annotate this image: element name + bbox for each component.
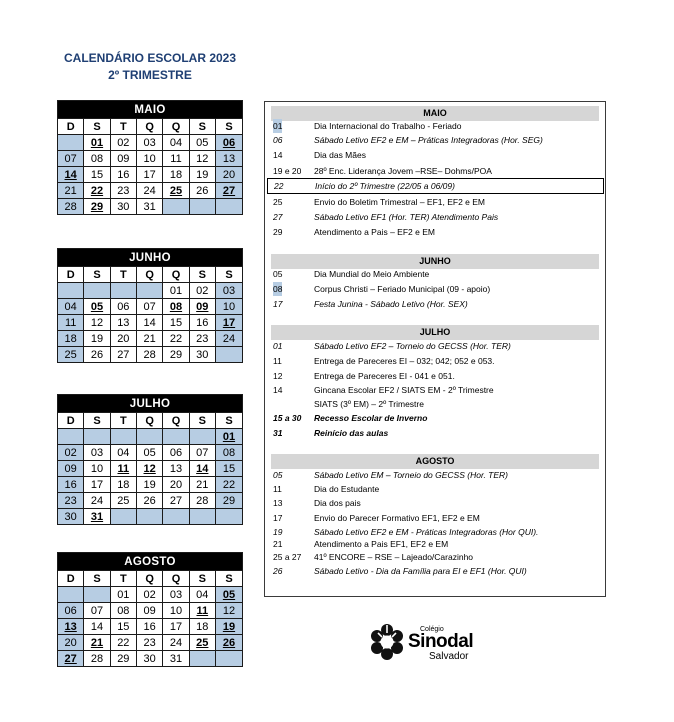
day-cell: 24 xyxy=(84,493,110,509)
day-cell: 13 xyxy=(163,461,189,477)
day-cell: 11 xyxy=(189,603,215,619)
event-date: 05 xyxy=(273,470,283,480)
day-cell: 27 xyxy=(163,493,189,509)
day-cell: 03 xyxy=(84,445,110,461)
day-cell: 07 xyxy=(84,603,110,619)
day-cell: 18 xyxy=(189,619,215,635)
empty-cell xyxy=(58,587,84,603)
weekday-header: S xyxy=(189,571,215,587)
event-date: 15 a 30 xyxy=(273,413,302,423)
event-row xyxy=(265,537,605,551)
empty-cell xyxy=(215,199,242,215)
day-cell: 28 xyxy=(84,651,110,667)
day-cell: 19 xyxy=(136,477,162,493)
day-cell: 02 xyxy=(110,135,136,151)
day-cell: 30 xyxy=(136,651,162,667)
event-text: 41º ENCORE – RSE – Lajeado/Carazinho xyxy=(314,552,474,562)
day-cell: 30 xyxy=(58,509,84,525)
logo-subtitle: Salvador xyxy=(429,651,469,662)
empty-cell xyxy=(163,429,189,445)
weekday-header: S xyxy=(215,413,242,429)
weekday-header: S xyxy=(84,119,110,135)
day-cell: 21 xyxy=(58,183,84,199)
day-cell: 07 xyxy=(189,445,215,461)
event-text: 28º Enc. Liderança Jovem –RSE– Dohms/POA xyxy=(314,166,492,176)
event-text: Festa Junina - Sábado Letivo (Hor. SEX) xyxy=(314,299,468,309)
day-cell: 24 xyxy=(136,183,162,199)
day-cell: 28 xyxy=(58,199,84,215)
event-row xyxy=(265,148,605,162)
weekday-header: Q xyxy=(163,413,189,429)
event-row xyxy=(267,178,604,194)
event-text: Entrega de Pareceres EI – 032; 042; 052 e 053. xyxy=(314,356,495,366)
day-cell: 07 xyxy=(58,151,84,167)
event-date: 27 xyxy=(273,212,283,222)
weekday-header: S xyxy=(84,413,110,429)
event-date: 19 e 20 xyxy=(273,166,302,176)
event-text: Recesso Escolar de Inverno xyxy=(314,413,428,423)
day-cell: 24 xyxy=(163,635,189,651)
empty-cell xyxy=(189,199,215,215)
event-row xyxy=(265,411,605,425)
day-cell: 03 xyxy=(215,283,242,299)
event-text: Sábado Letivo - Dia da Família para EI e EF1 (Hor. QUI) xyxy=(314,566,527,576)
event-text: Dia Mundial do Meio Ambiente xyxy=(314,269,430,279)
day-cell: 04 xyxy=(110,445,136,461)
day-cell: 25 xyxy=(110,493,136,509)
day-cell: 15 xyxy=(110,619,136,635)
day-cell: 03 xyxy=(163,587,189,603)
empty-cell xyxy=(58,283,84,299)
event-date: 29 xyxy=(273,227,283,237)
day-cell: 20 xyxy=(163,477,189,493)
day-cell: 19 xyxy=(84,331,110,347)
day-cell: 31 xyxy=(84,509,110,525)
empty-cell xyxy=(84,283,110,299)
day-cell: 13 xyxy=(110,315,136,331)
event-text: Corpus Christi – Feriado Municipal (09 - apoio) xyxy=(314,284,491,294)
day-cell: 06 xyxy=(215,135,242,151)
empty-cell xyxy=(110,429,136,445)
day-cell: 08 xyxy=(110,603,136,619)
day-cell: 04 xyxy=(189,587,215,603)
empty-cell xyxy=(110,509,136,525)
event-date: 31 xyxy=(273,428,283,438)
event-month-header: AGOSTO xyxy=(271,454,599,469)
day-cell: 03 xyxy=(136,135,162,151)
event-row xyxy=(265,426,605,440)
event-text: Sábado Letivo EM – Torneio do GECSS (Hor. TER) xyxy=(314,470,509,480)
event-date: 11 xyxy=(273,356,282,366)
event-text: Gincana Escolar EF2 / SIATS EM - 2º Trimestre xyxy=(314,385,494,395)
day-cell: 01 xyxy=(110,587,136,603)
day-cell: 09 xyxy=(189,299,215,315)
event-row xyxy=(265,297,605,311)
day-cell: 12 xyxy=(84,315,110,331)
weekday-header: S xyxy=(189,267,215,283)
day-cell: 11 xyxy=(163,151,189,167)
event-row xyxy=(265,282,605,296)
day-cell: 21 xyxy=(189,477,215,493)
day-cell: 26 xyxy=(136,493,162,509)
event-row xyxy=(265,267,605,281)
day-cell: 18 xyxy=(58,331,84,347)
event-date: 19 xyxy=(273,527,283,537)
document-subtitle: 2º TRIMESTRE xyxy=(108,68,192,82)
day-cell: 13 xyxy=(215,151,242,167)
event-date: 11 xyxy=(273,484,282,494)
day-cell: 07 xyxy=(136,299,162,315)
day-cell: 12 xyxy=(215,603,242,619)
day-cell: 06 xyxy=(110,299,136,315)
event-text: Início do 2º Trimestre (22/05 a 06/09) xyxy=(315,181,455,191)
event-text: Atendimento a Pais – EF2 e EM xyxy=(314,227,435,237)
day-cell: 06 xyxy=(58,603,84,619)
day-cell: 29 xyxy=(84,199,110,215)
day-cell: 13 xyxy=(58,619,84,635)
logo-small-text: Colégio xyxy=(420,626,444,633)
empty-cell xyxy=(189,429,215,445)
weekday-header: S xyxy=(189,413,215,429)
logo-emblem-icon xyxy=(367,622,407,662)
event-row xyxy=(265,210,605,224)
day-cell: 29 xyxy=(110,651,136,667)
day-cell: 05 xyxy=(215,587,242,603)
event-text: Sábado Letivo EF2 e EM – Práticas Integradoras (Hor. SEG) xyxy=(314,135,543,145)
event-text: Dia dos pais xyxy=(314,498,361,508)
event-date: 26 xyxy=(273,566,283,576)
day-cell: 01 xyxy=(163,283,189,299)
event-date: 17 xyxy=(273,513,283,523)
day-cell: 09 xyxy=(136,603,162,619)
day-cell: 26 xyxy=(189,183,215,199)
day-cell: 10 xyxy=(215,299,242,315)
weekday-header: S xyxy=(189,119,215,135)
event-date: 25 xyxy=(273,197,283,207)
day-cell: 22 xyxy=(110,635,136,651)
empty-cell xyxy=(84,587,110,603)
weekday-header: S xyxy=(215,571,242,587)
event-text: Entrega de Pareceres EI - 041 e 051. xyxy=(314,371,455,381)
day-cell: 27 xyxy=(215,183,242,199)
event-text: Dia das Mães xyxy=(314,150,366,160)
event-date: 14 xyxy=(273,385,283,395)
day-cell: 31 xyxy=(163,651,189,667)
day-cell: 18 xyxy=(163,167,189,183)
event-date: 13 xyxy=(273,498,283,508)
event-row xyxy=(265,511,605,525)
day-cell: 12 xyxy=(189,151,215,167)
day-cell: 11 xyxy=(110,461,136,477)
calendar-agosto xyxy=(57,552,243,667)
empty-cell xyxy=(136,283,162,299)
day-cell: 29 xyxy=(163,347,189,363)
event-row xyxy=(265,564,605,578)
day-cell: 02 xyxy=(58,445,84,461)
weekday-header: Q xyxy=(136,267,162,283)
empty-cell xyxy=(215,509,242,525)
day-cell: 10 xyxy=(84,461,110,477)
day-cell: 20 xyxy=(58,635,84,651)
empty-cell xyxy=(110,283,136,299)
day-cell: 28 xyxy=(136,347,162,363)
day-cell: 17 xyxy=(215,315,242,331)
day-cell: 08 xyxy=(84,151,110,167)
weekday-header: T xyxy=(110,119,136,135)
day-cell: 15 xyxy=(163,315,189,331)
day-cell: 05 xyxy=(189,135,215,151)
empty-cell xyxy=(136,429,162,445)
event-row xyxy=(265,119,605,133)
day-cell: 10 xyxy=(136,151,162,167)
event-row xyxy=(265,133,605,147)
event-text: Dia do Estudante xyxy=(314,484,380,494)
empty-cell xyxy=(136,509,162,525)
event-row xyxy=(265,496,605,510)
day-cell: 05 xyxy=(136,445,162,461)
day-cell: 19 xyxy=(189,167,215,183)
day-cell: 20 xyxy=(110,331,136,347)
day-cell: 09 xyxy=(110,151,136,167)
school-logo xyxy=(367,620,477,664)
day-cell: 16 xyxy=(189,315,215,331)
day-cell: 17 xyxy=(163,619,189,635)
event-month-header: JULHO xyxy=(271,325,599,340)
day-cell: 26 xyxy=(84,347,110,363)
event-text: SIATS (3º EM) – 2º Trimestre xyxy=(314,399,424,409)
day-cell: 04 xyxy=(58,299,84,315)
event-row xyxy=(265,468,605,482)
day-cell: 27 xyxy=(58,651,84,667)
day-cell: 15 xyxy=(84,167,110,183)
event-text: Dia Internacional do Trabalho - Feriado xyxy=(314,121,462,131)
day-cell: 28 xyxy=(189,493,215,509)
day-cell: 23 xyxy=(58,493,84,509)
day-cell: 14 xyxy=(136,315,162,331)
event-date: 08 xyxy=(273,284,283,294)
month-name: AGOSTO xyxy=(58,553,243,571)
empty-cell xyxy=(58,135,84,151)
event-date: 14 xyxy=(273,150,283,160)
empty-cell xyxy=(163,199,189,215)
event-text: Envio do Boletim Trimestral – EF1, EF2 e EM xyxy=(314,197,486,207)
event-row xyxy=(265,397,605,411)
event-date: 05 xyxy=(273,269,283,279)
event-date: 06 xyxy=(273,135,283,145)
day-cell: 16 xyxy=(110,167,136,183)
empty-cell xyxy=(58,429,84,445)
event-date: 17 xyxy=(273,299,283,309)
day-cell: 11 xyxy=(58,315,84,331)
day-cell: 22 xyxy=(215,477,242,493)
day-cell: 21 xyxy=(84,635,110,651)
event-row xyxy=(265,339,605,353)
day-cell: 25 xyxy=(189,635,215,651)
day-cell: 30 xyxy=(110,199,136,215)
weekday-header: S xyxy=(215,119,242,135)
day-cell: 10 xyxy=(163,603,189,619)
event-date: 21 xyxy=(273,539,283,549)
event-row xyxy=(265,195,605,209)
day-cell: 09 xyxy=(58,461,84,477)
calendar-maio xyxy=(57,100,243,215)
day-cell: 31 xyxy=(136,199,162,215)
event-text: Reinício das aulas xyxy=(314,428,389,438)
weekday-header: D xyxy=(58,119,84,135)
event-row xyxy=(265,225,605,239)
event-row xyxy=(265,482,605,496)
event-text: Sábado Letivo EF2 – Torneio do GECSS (Hor. TER) xyxy=(314,341,511,351)
day-cell: 04 xyxy=(163,135,189,151)
weekday-header: D xyxy=(58,571,84,587)
day-cell: 12 xyxy=(136,461,162,477)
day-cell: 16 xyxy=(136,619,162,635)
event-row xyxy=(265,354,605,368)
month-name: MAIO xyxy=(58,101,243,119)
day-cell: 08 xyxy=(215,445,242,461)
event-row xyxy=(265,550,605,564)
weekday-header: Q xyxy=(136,413,162,429)
day-cell: 21 xyxy=(136,331,162,347)
weekday-header: Q xyxy=(163,571,189,587)
day-cell: 16 xyxy=(58,477,84,493)
day-cell: 14 xyxy=(84,619,110,635)
day-cell: 05 xyxy=(84,299,110,315)
event-text: Envio do Parecer Formativo EF1, EF2 e EM xyxy=(314,513,480,523)
empty-cell xyxy=(163,509,189,525)
month-name: JULHO xyxy=(58,395,243,413)
weekday-header: D xyxy=(58,267,84,283)
day-cell: 02 xyxy=(136,587,162,603)
day-cell: 17 xyxy=(84,477,110,493)
empty-cell xyxy=(84,429,110,445)
weekday-header: D xyxy=(58,413,84,429)
day-cell: 01 xyxy=(215,429,242,445)
event-month-header: JUNHO xyxy=(271,254,599,269)
weekday-header: Q xyxy=(136,119,162,135)
day-cell: 14 xyxy=(58,167,84,183)
event-row xyxy=(265,369,605,383)
day-cell: 20 xyxy=(215,167,242,183)
event-row xyxy=(265,164,605,178)
weekday-header: T xyxy=(110,571,136,587)
event-date: 01 xyxy=(273,121,283,131)
empty-cell xyxy=(189,651,215,667)
event-date: 01 xyxy=(273,341,283,351)
day-cell: 18 xyxy=(110,477,136,493)
event-row xyxy=(265,383,605,397)
day-cell: 15 xyxy=(215,461,242,477)
day-cell: 22 xyxy=(163,331,189,347)
weekday-header: S xyxy=(84,571,110,587)
empty-cell xyxy=(189,509,215,525)
day-cell: 23 xyxy=(136,635,162,651)
day-cell: 14 xyxy=(189,461,215,477)
event-date: 25 a 27 xyxy=(273,552,302,562)
day-cell: 25 xyxy=(58,347,84,363)
day-cell: 23 xyxy=(110,183,136,199)
day-cell: 23 xyxy=(189,331,215,347)
day-cell: 01 xyxy=(84,135,110,151)
day-cell: 19 xyxy=(215,619,242,635)
weekday-header: Q xyxy=(163,267,189,283)
event-date: 22 xyxy=(274,181,284,191)
empty-cell xyxy=(215,651,242,667)
weekday-header: Q xyxy=(136,571,162,587)
weekday-header: T xyxy=(110,267,136,283)
day-cell: 27 xyxy=(110,347,136,363)
weekday-header: T xyxy=(110,413,136,429)
day-cell: 24 xyxy=(215,331,242,347)
month-name: JUNHO xyxy=(58,249,243,267)
calendar-julho xyxy=(57,394,243,525)
weekday-header: S xyxy=(215,267,242,283)
event-text: Sábado Letivo EF2 e EM - Práticas Integradoras (Hor QUI). xyxy=(314,527,539,537)
day-cell: 26 xyxy=(215,635,242,651)
document-title: CALENDÁRIO ESCOLAR 2023 xyxy=(63,51,237,65)
day-cell: 17 xyxy=(136,167,162,183)
day-cell: 25 xyxy=(163,183,189,199)
events-panel xyxy=(264,101,606,597)
day-cell: 02 xyxy=(189,283,215,299)
event-date: 12 xyxy=(273,371,283,381)
day-cell: 06 xyxy=(163,445,189,461)
event-text: Sábado Letivo EF1 (Hor. TER) Atendimento Pais xyxy=(314,212,499,222)
empty-cell xyxy=(215,347,242,363)
day-cell: 22 xyxy=(84,183,110,199)
event-text: Atendimento a Pais EF1, EF2 e EM xyxy=(314,539,449,549)
day-cell: 30 xyxy=(189,347,215,363)
logo-name: Sinodal xyxy=(408,631,474,652)
weekday-header: S xyxy=(84,267,110,283)
day-cell: 29 xyxy=(215,493,242,509)
weekday-header: Q xyxy=(163,119,189,135)
event-month-header: MAIO xyxy=(271,106,599,121)
calendar-junho xyxy=(57,248,243,363)
day-cell: 08 xyxy=(163,299,189,315)
